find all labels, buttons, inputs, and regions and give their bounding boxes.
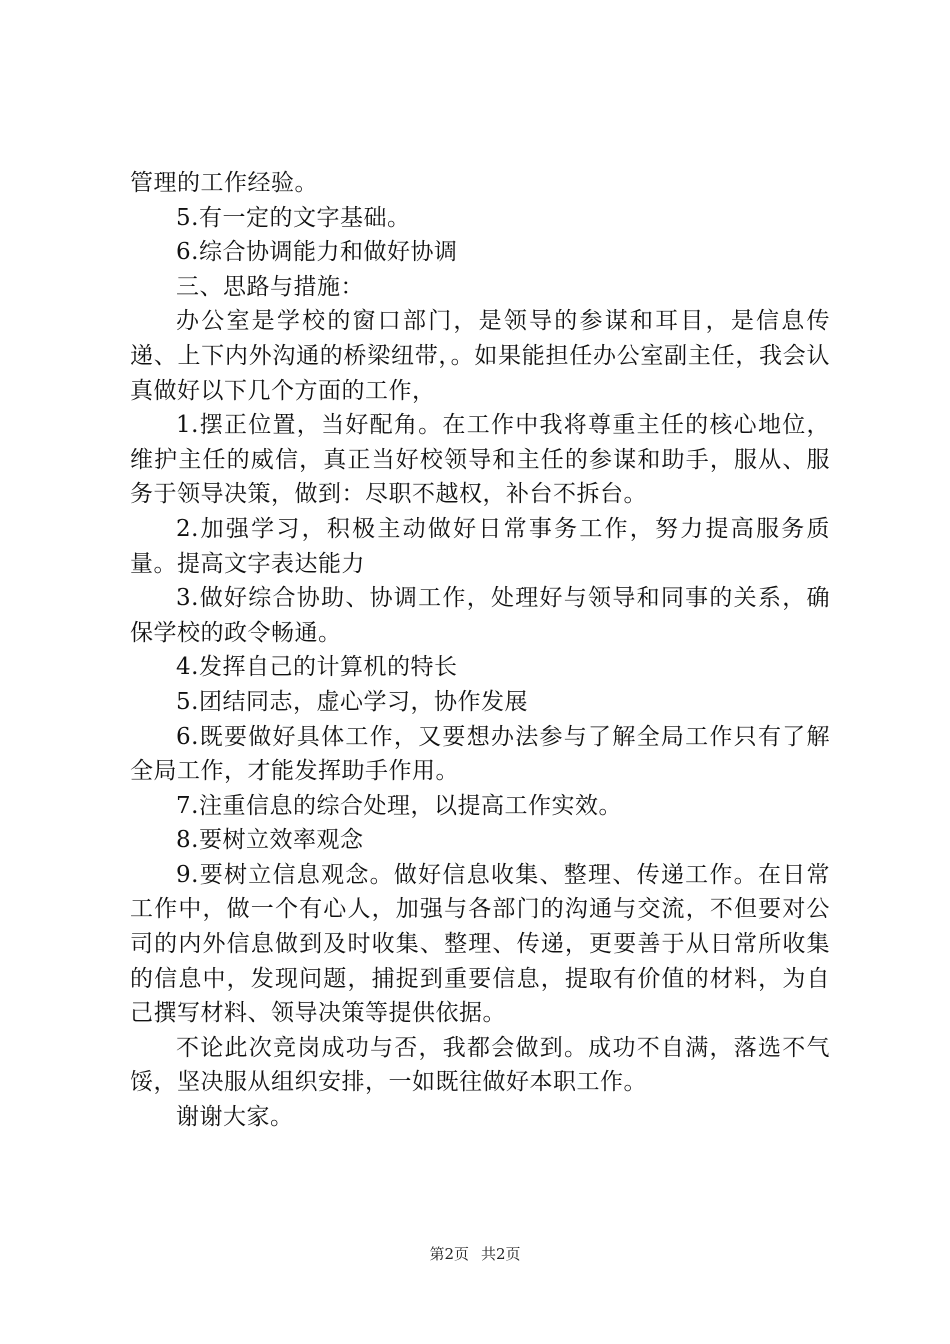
paragraph: 不论此次竞岗成功与否，我都会做到。成功不自满，落选不气馁，坚决服从组织安排，一如既往做好本职工作。 (130, 1034, 830, 1096)
paragraph: 办公室是学校的窗口部门，是领导的参谋和耳目，是信息传递、上下内外沟通的桥梁纽带，。如果能担任办公室副主任，我会认真做好以下几个方面的工作， (130, 308, 830, 404)
paragraph: 5.有一定的文字基础。 (176, 204, 411, 231)
page-number: 第2页 (429, 1245, 469, 1263)
paragraph: 8.要树立效率观念 (176, 827, 364, 854)
paragraph: 1.摆正位置，当好配角。在工作中我将尊重主任的核心地位，维护主任的威信，真正当好校领导和主任的参谋和助手，服从、服务于领导决策，做到：尽职不越权，补台不拆台。 (130, 412, 830, 508)
page-footer (0, 1244, 950, 1264)
paragraph: 6.综合协调能力和做好协调 (176, 239, 458, 266)
paragraph: 管理的工作经验。 (130, 170, 318, 196)
paragraph: 5.团结同志，虚心学习，协作发展 (176, 688, 528, 715)
paragraph: 6.既要做好具体工作，又要想办法参与了解全局工作只有了解全局工作，才能发挥助手作用。 (130, 723, 830, 785)
document-body (130, 166, 830, 1135)
paragraph: 4.发挥自己的计算机的特长 (176, 654, 458, 681)
paragraph: 3.做好综合协助、协调工作，处理好与领导和同事的关系，确保学校的政令畅通。 (130, 585, 830, 646)
paragraph: 三、思路与措施： (176, 273, 364, 300)
paragraph: 9.要树立信息观念。做好信息收集、整理、传递工作。在日常工作中，做一个有心人，加强与各部门的沟通与交流，不但要对公司的内外信息做到及时收集、整理、传递，更要善于从日常所收集的信息中，发现问题，捕捉到重要信息，提取有价值的材料，为自己撰写材料、领导决策等提供依据。 (130, 861, 830, 1027)
page-total: 共2页 (481, 1245, 521, 1263)
paragraph: 2.加强学习，积极主动做好日常事务工作，努力提高服务质量。提高文字表达能力 (130, 515, 830, 577)
paragraph: 谢谢大家。 (176, 1104, 294, 1131)
paragraph: 7.注重信息的综合处理，以提高工作实效。 (176, 792, 622, 819)
